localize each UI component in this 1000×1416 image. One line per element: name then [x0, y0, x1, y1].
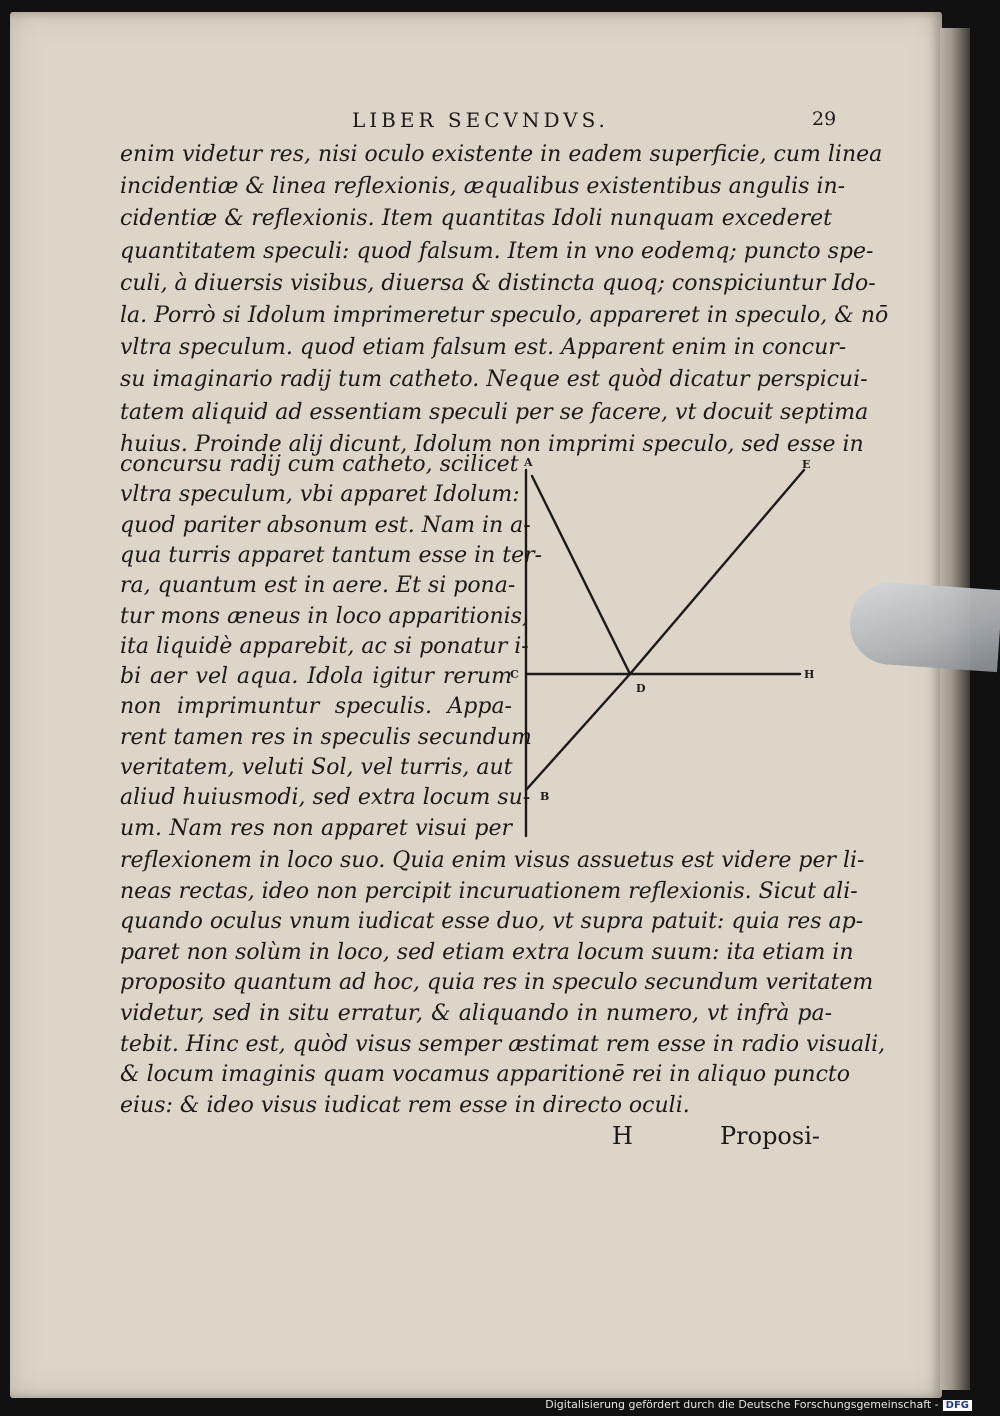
- text-line: um. Nam res non apparet visui per: [120, 815, 512, 841]
- text-line: qua turris apparet tantum esse in ter-: [120, 542, 543, 568]
- text-line: proposito quantum ad hoc, quia res in speculo secundum veritatem: [120, 970, 874, 996]
- reflection-diagram: [508, 448, 838, 848]
- footer-credit: [545, 1398, 972, 1411]
- text-line: videtur, sed in situ erratur, & aliquando in numero, vt infrà pa-: [120, 1001, 832, 1026]
- text-line: quod pariter absonum est. Nam in a-: [120, 512, 531, 538]
- page-number: 29: [812, 108, 837, 130]
- diagram-label-d: D: [636, 682, 646, 695]
- text-line: su imaginario radij tum catheto. Neque est quòd dicatur perspicui-: [120, 367, 868, 393]
- text-line: huius. Proinde alij dicunt, Idolum non imprimi speculo, sed esse in: [120, 431, 864, 457]
- text-line: vltra speculum. quod etiam falsum est. Apparent enim in concur-: [120, 335, 847, 361]
- diagram-reflected-line-d-e: [630, 470, 804, 674]
- text-line: & locum imaginis quam vocamus apparitionē rei in aliquo puncto: [120, 1062, 850, 1088]
- page-edge-shadow: [940, 28, 970, 1390]
- text-line: enim videtur res, nisi oculo existente in eadem superficie, cum linea: [120, 142, 883, 167]
- text-line: neas rectas, ideo non percipit incuruationem reflexionis. Sicut ali-: [120, 878, 858, 904]
- diagram-label-h: H: [804, 668, 815, 681]
- diagram-label-a: A: [524, 456, 533, 469]
- dfg-logo: DFG: [943, 1400, 972, 1411]
- footer-credit-text: Digitalisierung gefördert durch die Deutsche Forschungsgemeinschaft -: [545, 1398, 939, 1411]
- text-line: rent tamen res in speculis secundum: [120, 724, 532, 750]
- signature-mark: H: [612, 1122, 633, 1150]
- text-line: quando oculus vnum iudicat esse duo, vt supra patuit: quia res ap-: [120, 909, 864, 935]
- text-line: bi aer vel aqua. Idola igitur rerum: [120, 664, 512, 690]
- text-line: concursu radij cum catheto, scilicet: [120, 452, 519, 477]
- text-line: culi, à diuersis visibus, diuersa & distincta quoq; conspiciuntur Ido-: [120, 270, 876, 296]
- diagram-label-b: B: [540, 790, 550, 803]
- text-line: ita liquidè apparebit, ac si ponatur i-: [120, 633, 529, 659]
- text-line: la. Porrò si Idolum imprimeretur speculo, appareret in speculo, & nō: [120, 303, 889, 328]
- text-line: paret non solùm in loco, sed etiam extra locum suum: ita etiam in: [120, 939, 854, 965]
- text-line: quantitatem speculi: quod falsum. Item in vno eodemq; puncto spe-: [120, 238, 874, 264]
- text-line: vltra speculum, vbi apparet Idolum:: [120, 482, 520, 508]
- text-line: non imprimuntur speculis. Appa-: [120, 694, 512, 720]
- text-line: veritatem, veluti Sol, vel turris, aut: [120, 755, 513, 780]
- text-line: tebit. Hinc est, quòd visus semper æstimat rem esse in radio visuali,: [120, 1031, 886, 1057]
- text-line: tur mons æneus in loco apparitionis,: [120, 603, 529, 629]
- text-line: aliud huiusmodi, sed extra locum su-: [120, 785, 531, 811]
- page-clip-holder: [847, 580, 1000, 672]
- text-line: reflexionem in loco suo. Quia enim visus assuetus est videre per li-: [120, 848, 865, 873]
- catchword: Proposi-: [720, 1122, 820, 1150]
- running-header-title: LIBER SECVNDVS.: [352, 108, 609, 132]
- text-line: tatem aliquid ad essentiam speculi per se facere, vt docuit septima: [120, 399, 869, 425]
- diagram-label-e: E: [802, 458, 811, 471]
- diagram-extended-line-d-b: [526, 674, 630, 790]
- diagram-label-c: C: [510, 668, 519, 681]
- text-line: incidentiæ & linea reflexionis, æqualibus existentibus angulis in-: [120, 174, 846, 200]
- diagram-incident-line-a-d: [532, 476, 630, 674]
- text-line: eius: & ideo visus iudicat rem esse in directo oculi.: [120, 1092, 690, 1118]
- text-line: cidentiæ & reflexionis. Item quantitas Idoli nunquam excederet: [120, 206, 832, 232]
- text-line: ra, quantum est in aere. Et si pona-: [120, 573, 516, 599]
